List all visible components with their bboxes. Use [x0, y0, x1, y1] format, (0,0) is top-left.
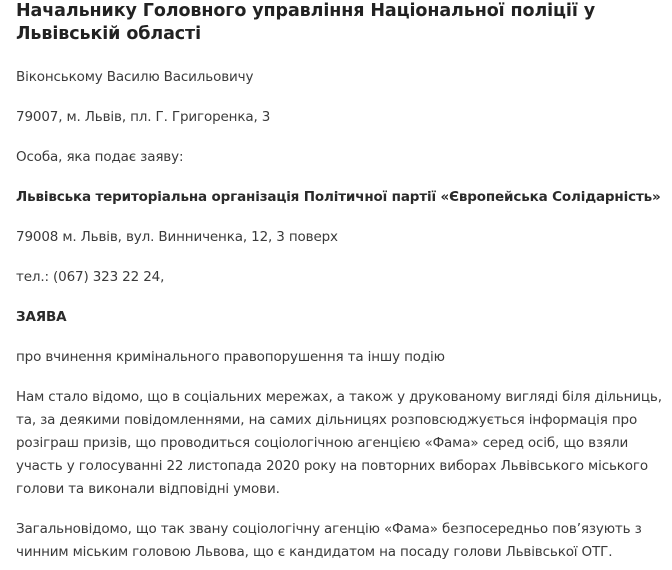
document-subject: про вчинення кримінального правопорушення та іншу подію — [16, 349, 445, 365]
addressee-heading: Начальнику Головного управління Національної поліції у Львівській області — [16, 1, 596, 44]
document-type: ЗАЯВА — [16, 309, 67, 325]
applicant-address: 79008 м. Львів, вул. Винниченка, 12, 3 поверх — [16, 229, 338, 245]
addressee-address: 79007, м. Львів, пл. Г. Григоренка, 3 — [16, 109, 271, 125]
statement-paragraph-1: Нам стало відомо, що в соціальних мережах, а також у друкованому вигляді біля дільниць, та, за деякими повідомленнями, на самих дільницях розповсюджується інформація про розіграш призів, що проводиться соціологічною агенцією «Фама» серед осіб, що взяли участь у голосуванні 22 листопада 2020 року на повторних виборах Львівського міського голови та виконали відповідні умови. — [16, 389, 662, 497]
statement-paragraph-2: Загальновідомо, що так звану соціологічну агенцію «Фама» безпосередньо пов’язують з чинним міським головою Львова, що є кандидатом на посаду голови Львівської ОТГ. — [16, 521, 642, 560]
applicant-label: Особа, яка подає заяву: — [16, 149, 184, 165]
addressee-name: Віконському Василю Васильовичу — [16, 69, 254, 85]
applicant-phone: тел.: (067) 323 22 24, — [16, 269, 165, 285]
applicant-organization: Львівська територіальна організація Політичної партії «Європейська Солідарність» — [16, 189, 661, 205]
